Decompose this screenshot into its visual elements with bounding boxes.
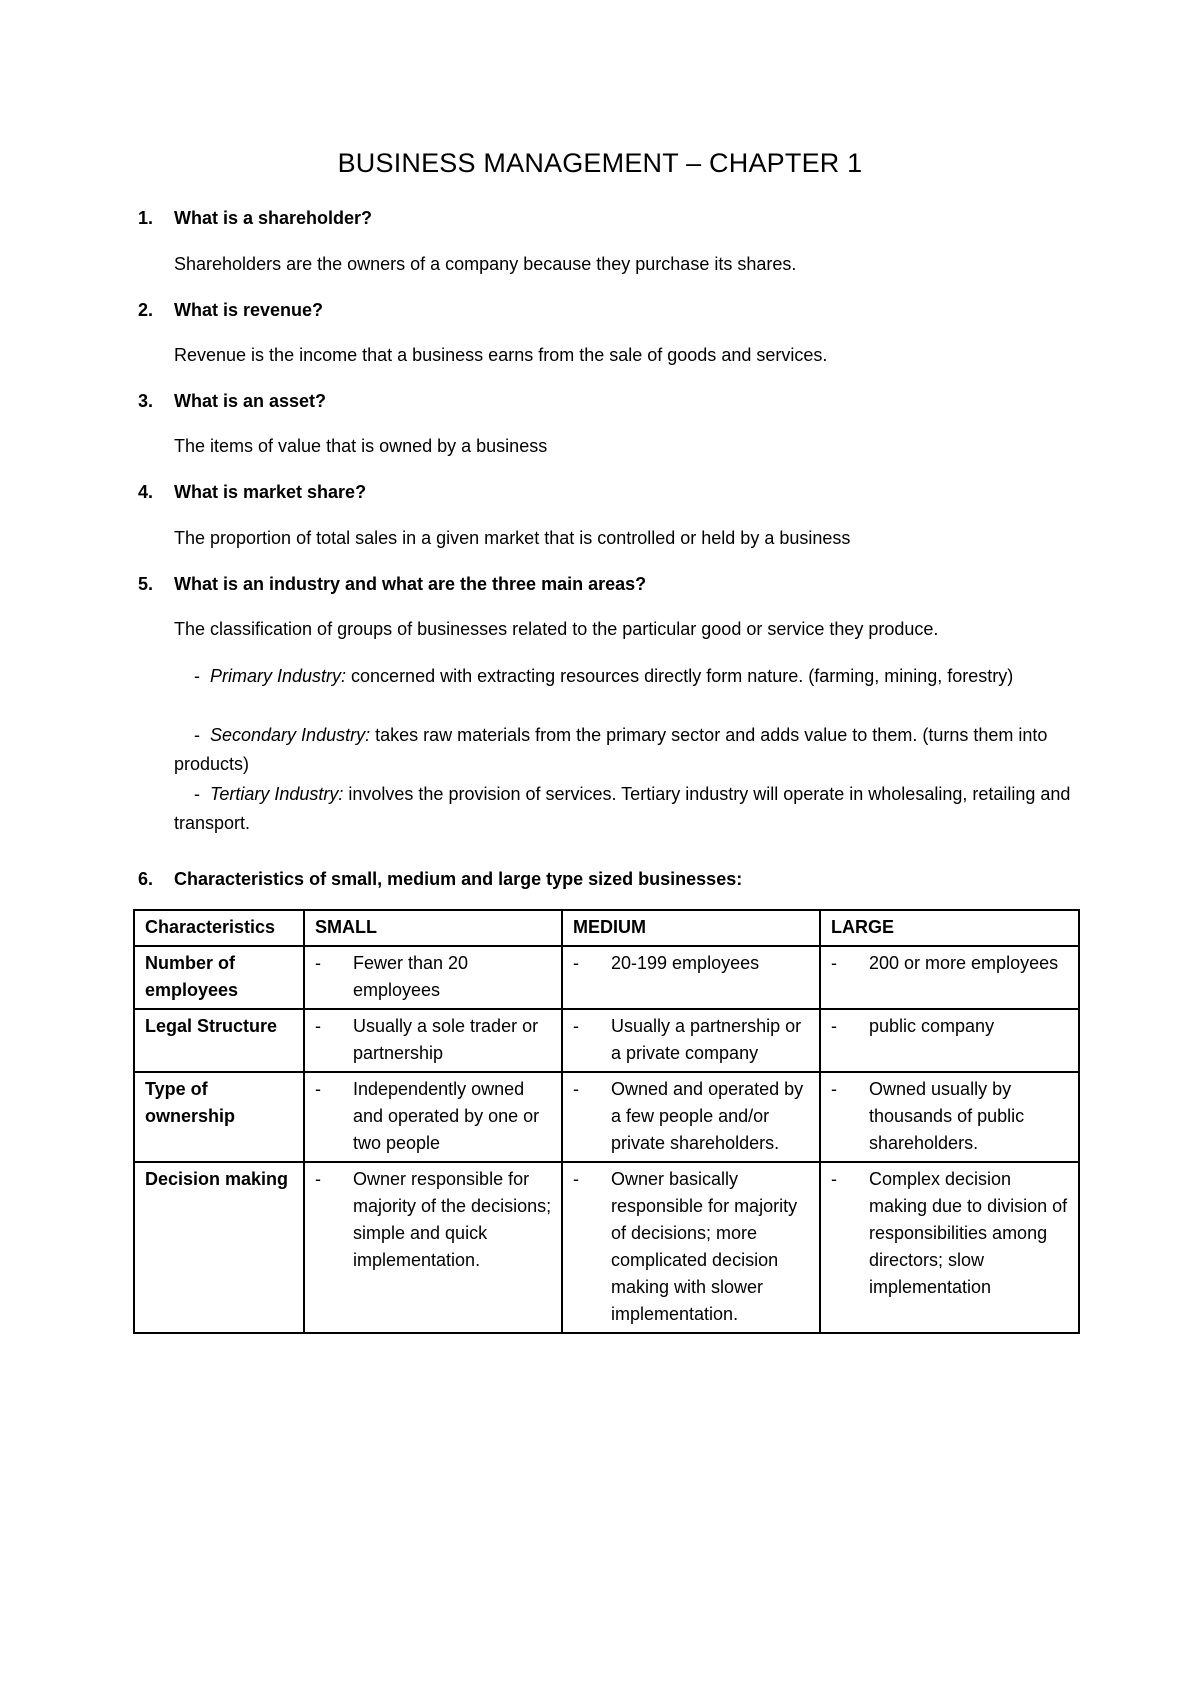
question-6 <box>138 869 742 890</box>
cell-text: Independently owned and operated by one or two people <box>353 1079 540 1153</box>
row-label: Legal Structure <box>134 1009 304 1072</box>
dash-marker: - <box>573 1169 579 1189</box>
question-text: Characteristics of small, medium and large type sized businesses: <box>174 869 743 889</box>
dash-marker: - <box>831 1079 837 1099</box>
dash-marker: - <box>315 1169 321 1189</box>
question-text: What is revenue? <box>174 300 324 320</box>
question-1 <box>138 208 372 229</box>
cell-text: Owned usually by thousands of public shareholders. <box>869 1079 1025 1153</box>
dash-marker: - <box>194 725 200 745</box>
row-label: Number of employees <box>134 946 304 1009</box>
cell-medium <box>562 946 820 1009</box>
cell-text: Owner responsible for majority of the decisions; simple and quick implementation. <box>353 1169 552 1270</box>
header-characteristics: Characteristics <box>134 910 304 946</box>
question-3 <box>138 391 326 412</box>
question-text: What is an industry and what are the three main areas? <box>174 574 647 594</box>
dash-marker: - <box>315 1016 321 1036</box>
cell-text: public company <box>869 1016 995 1036</box>
industry-term: Primary Industry: <box>210 666 347 686</box>
answer-4: The proportion of total sales in a given market that is controlled or held by a business <box>174 528 851 548</box>
table-header-row <box>134 910 1079 946</box>
question-number: 2. <box>138 300 154 320</box>
cell-medium <box>562 1009 820 1072</box>
question-2 <box>138 300 323 321</box>
cell-text: 200 or more employees <box>869 953 1059 973</box>
row-label: Decision making <box>134 1162 304 1333</box>
answer-2: Revenue is the income that a business earns from the sale of goods and services. <box>174 345 828 365</box>
table-row <box>134 946 1079 1009</box>
answer-3: The items of value that is owned by a business <box>174 436 548 456</box>
industry-text: takes raw materials from the primary sector and adds value to them. (turns them into products) <box>174 725 1048 774</box>
cell-small <box>304 1009 562 1072</box>
cell-medium <box>562 1162 820 1333</box>
question-number: 4. <box>138 482 154 502</box>
industry-primary <box>174 662 1074 691</box>
industry-secondary <box>174 721 1074 779</box>
question-4 <box>138 482 366 503</box>
question-number: 3. <box>138 391 154 411</box>
industry-term: Tertiary Industry: <box>210 784 344 804</box>
industry-term: Secondary Industry: <box>210 725 371 745</box>
page-title: BUSINESS MANAGEMENT – CHAPTER 1 <box>337 148 863 178</box>
cell-text: Usually a sole trader or partnership <box>353 1016 539 1063</box>
question-number: 5. <box>138 574 154 594</box>
dash-marker: - <box>194 666 200 686</box>
answer-1: Shareholders are the owners of a company because they purchase its shares. <box>174 254 797 274</box>
cell-large <box>820 946 1079 1009</box>
cell-text: 20-199 employees <box>611 953 760 973</box>
table-row <box>134 1162 1079 1333</box>
table-row <box>134 1009 1079 1072</box>
industry-text: concerned with extracting resources directly form nature. (farming, mining, forestry) <box>346 666 1014 686</box>
characteristics-table <box>133 909 1080 1334</box>
question-text: What is a shareholder? <box>174 208 373 228</box>
cell-medium <box>562 1072 820 1162</box>
question-text: What is an asset? <box>174 391 327 411</box>
cell-text: Usually a partnership or a private company <box>611 1016 802 1063</box>
cell-large <box>820 1162 1079 1333</box>
dash-marker: - <box>831 1016 837 1036</box>
cell-large <box>820 1009 1079 1072</box>
cell-text: Complex decision making due to division of responsibilities among directors; slow implementation <box>869 1169 1068 1297</box>
answer-5: The classification of groups of businesses related to the particular good or service they produce. <box>174 619 939 639</box>
industry-tertiary <box>174 780 1074 838</box>
header-large: LARGE <box>820 910 1079 946</box>
table-row <box>134 1072 1079 1162</box>
cell-text: Owned and operated by a few people and/or private shareholders. <box>611 1079 804 1153</box>
header-small: SMALL <box>304 910 562 946</box>
row-label: Type of ownership <box>134 1072 304 1162</box>
question-number: 1. <box>138 208 154 228</box>
cell-small <box>304 946 562 1009</box>
cell-text: Owner basically responsible for majority of decisions; more complicated decision making with slower implementation. <box>611 1169 798 1324</box>
dash-marker: - <box>573 953 579 973</box>
dash-marker: - <box>573 1016 579 1036</box>
cell-text: Fewer than 20 employees <box>353 953 469 1000</box>
question-number: 6. <box>138 869 154 889</box>
dash-marker: - <box>194 784 200 804</box>
cell-small <box>304 1162 562 1333</box>
cell-small <box>304 1072 562 1162</box>
question-text: What is market share? <box>174 482 367 502</box>
industry-text: involves the provision of services. Tertiary industry will operate in wholesaling, retailing and transport. <box>174 784 1071 833</box>
dash-marker: - <box>831 953 837 973</box>
dash-marker: - <box>831 1169 837 1189</box>
header-medium: MEDIUM <box>562 910 820 946</box>
question-5 <box>138 574 646 595</box>
cell-large <box>820 1072 1079 1162</box>
dash-marker: - <box>315 1079 321 1099</box>
dash-marker: - <box>573 1079 579 1099</box>
dash-marker: - <box>315 953 321 973</box>
